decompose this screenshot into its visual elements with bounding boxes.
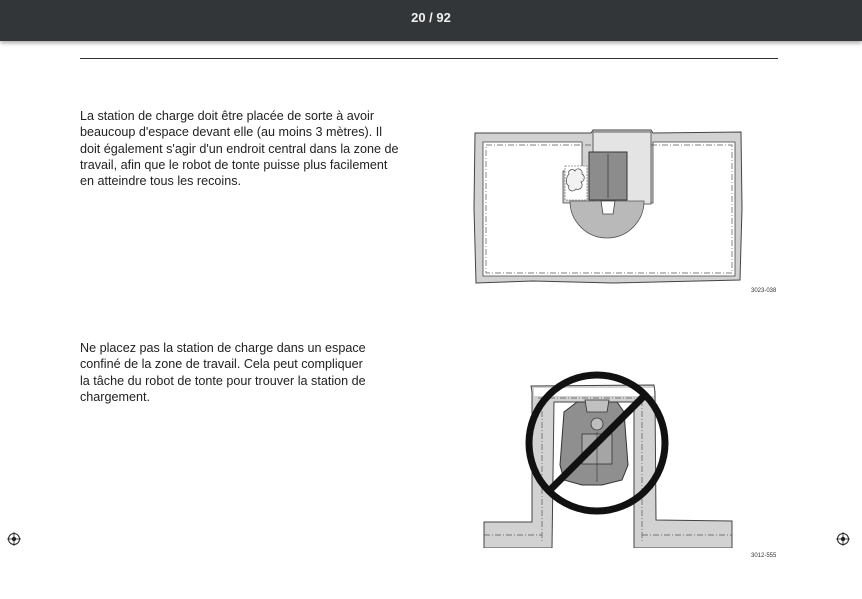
paragraph-placement-central: La station de charge doit être placée de sorte à avoir beaucoup d'espace devant elle (au moins 3 mètres). Il doit également s'agir d'un endroit central dans la zone de travail, afin que le robot de tonte puisse plus facilement en atteindre tous les recoins. (80, 109, 399, 189)
page-counter: 20 / 92 (411, 10, 451, 25)
registration-mark-icon (7, 532, 21, 546)
illustration-central-station (473, 128, 743, 286)
paragraph-placement-confined: Ne placez pas la station de charge dans un espace confiné de la zone de travail. Cela peut compliquer la tâche du robot de tonte pour trouver la station de chargement. (80, 341, 366, 404)
figure-code: 3023-038 (751, 288, 777, 294)
illustration-confined-station-prohibited (482, 370, 734, 548)
figure-code: 3012-555 (751, 553, 777, 559)
pdf-viewer-toolbar (0, 0, 862, 41)
registration-mark-icon (836, 532, 850, 546)
heading-divider (80, 58, 778, 59)
